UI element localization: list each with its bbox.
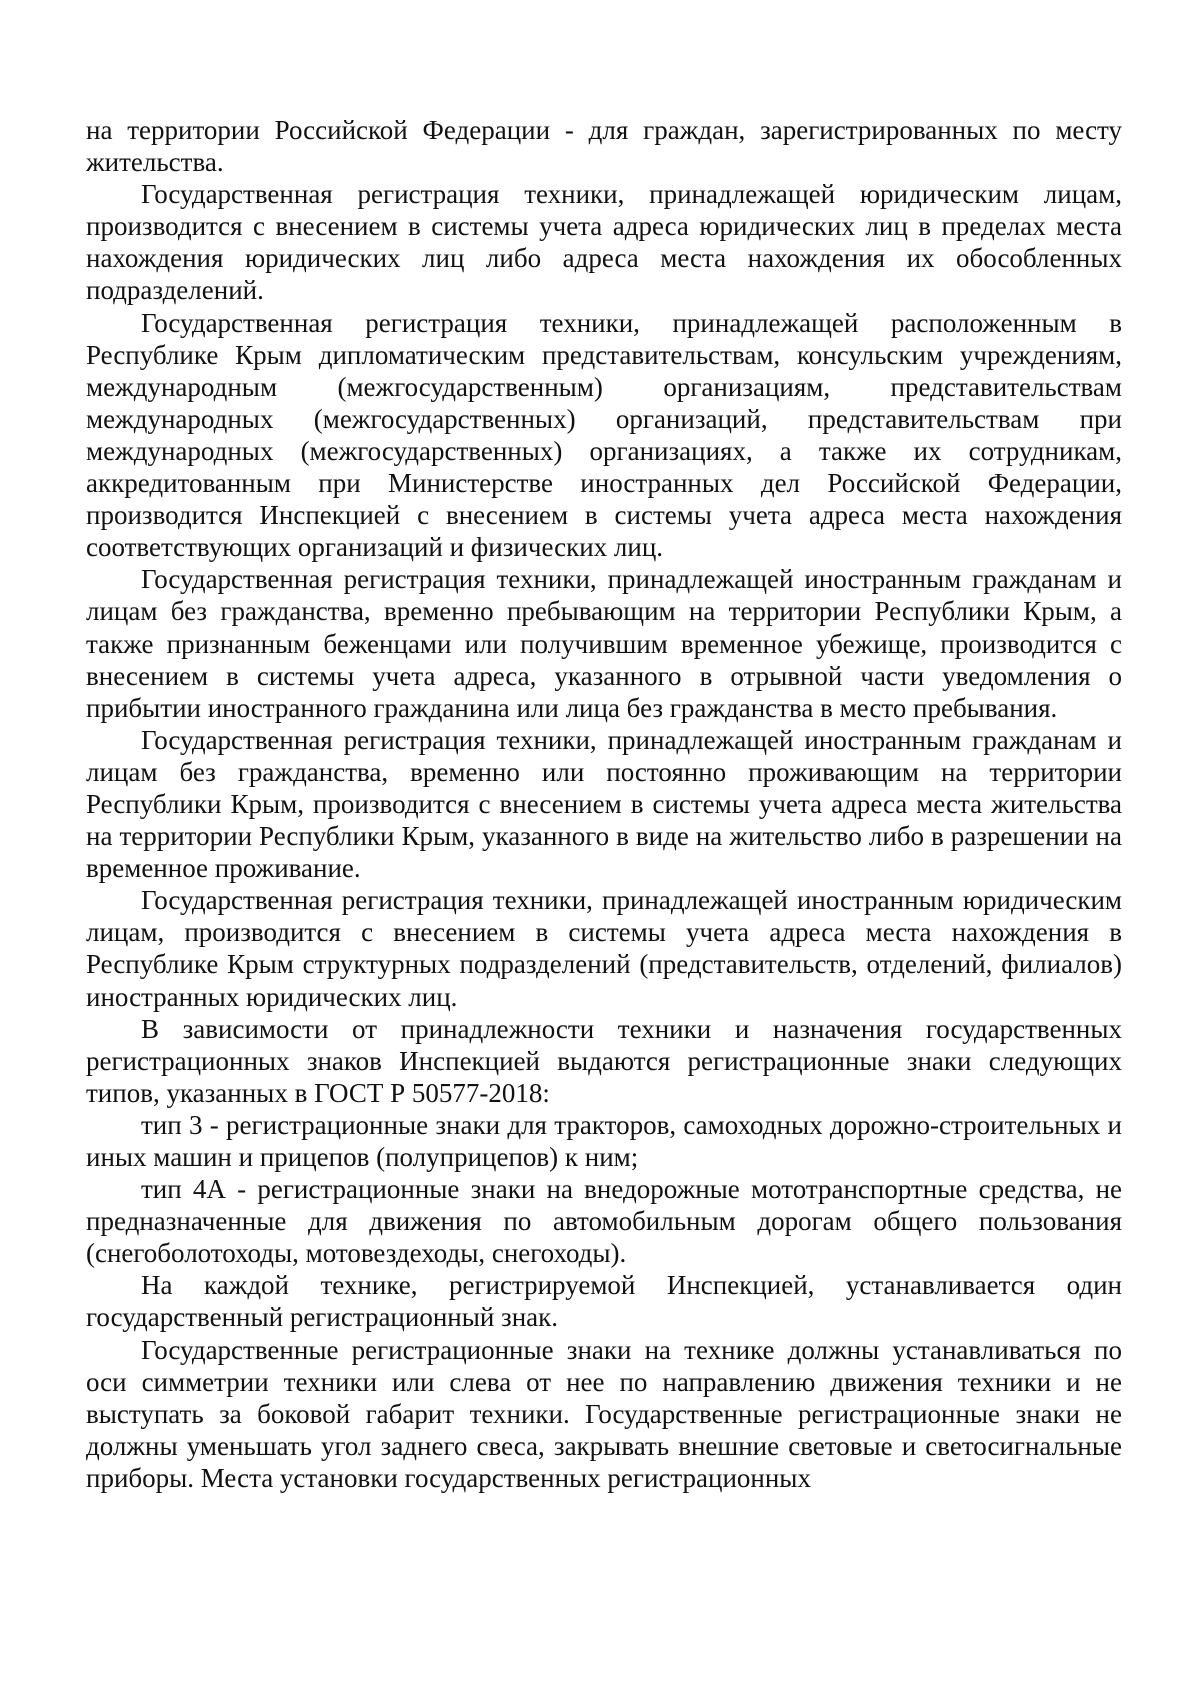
paragraph-plate-type-3: тип 3 - регистрационные знаки для тракторов, самоходных дорожно-строительных и иных машин и прицепов (полуприцепов) к ним; [86, 1109, 1122, 1172]
paragraph-plate-types-intro: В зависимости от принадлежности техники и назначения государственных регистрационных знаков Инспекцией выдаются регистрационные знаки следующих типов, указанных в ГОСТ Р 50577-2018: [86, 1013, 1122, 1108]
paragraph-plate-type-4a: тип 4А - регистрационные знаки на внедорожные мототранспортные средства, не предназначенные для движения по автомобильным дорогам общего пользования (снегоболотоходы, мотовездеходы, снегоходы). [86, 1174, 1122, 1269]
paragraph-continuation: на территории Российской Федерации - для граждан, зарегистрированных по месту жительства. [86, 115, 1122, 178]
paragraph-temporary-foreigners: Государственная регистрация техники, принадлежащей иностранным гражданам и лицам без гражданства, временно пребывающим на территории Республики Крым, а также признанным беженцами или получившим временное убежище, производится с внесением в системы учета адреса, указанного в отрывной части уведомления о прибытии иностранного гражданина или лица без гражданства в место пребывания. [86, 564, 1122, 723]
paragraph-legal-entities: Государственная регистрация техники, принадлежащей юридическим лицам, производится с внесением в системы учета адреса юридических лиц в пределах места нахождения юридических лиц либо адреса места нахождения их обособленных подразделений. [86, 179, 1122, 306]
paragraph-plate-mounting: Государственные регистрационные знаки на технике должны устанавливаться по оси симметрии техники или слева от нее по направлению движения техники и не выступать за боковой габарит техники. Государственные регистрационные знаки не должны уменьшать угол заднего свеса, закрывать внешние световые и светосигнальные приборы. Места установки государственных регистрационных [86, 1334, 1122, 1493]
paragraph-diplomatic-missions: Государственная регистрация техники, принадлежащей расположенным в Республике Крым дипломатическим представительствам, консульским учреждениям, международным (межгосударственным) организациям, представительствам международных (межгосударственных) организаций, представительствам при международных (межгосударственных) организациях, а также их сотрудникам, аккредитованным при Министерстве иностранных дел Российской Федерации, производится Инспекцией с внесением в системы учета адреса места нахождения соответствующих организаций и физических лиц. [86, 307, 1122, 563]
document-page [86, 114, 1122, 1494]
paragraph-resident-foreigners: Государственная регистрация техники, принадлежащей иностранным гражданам и лицам без гражданства, временно или постоянно проживающим на территории Республики Крым, производится с внесением в системы учета адреса места жительства на территории Республики Крым, указанного в виде на жительство либо в разрешении на временное проживание. [86, 724, 1122, 884]
paragraph-foreign-legal-entities: Государственная регистрация техники, принадлежащей иностранным юридическим лицам, производится с внесением в системы учета адреса места нахождения в Республике Крым структурных подразделений (представительств, отделений, филиалов) иностранных юридических лиц. [86, 885, 1122, 1012]
paragraph-one-plate: На каждой технике, регистрируемой Инспекцией, устанавливается один государственный регистрационный знак. [86, 1270, 1122, 1333]
